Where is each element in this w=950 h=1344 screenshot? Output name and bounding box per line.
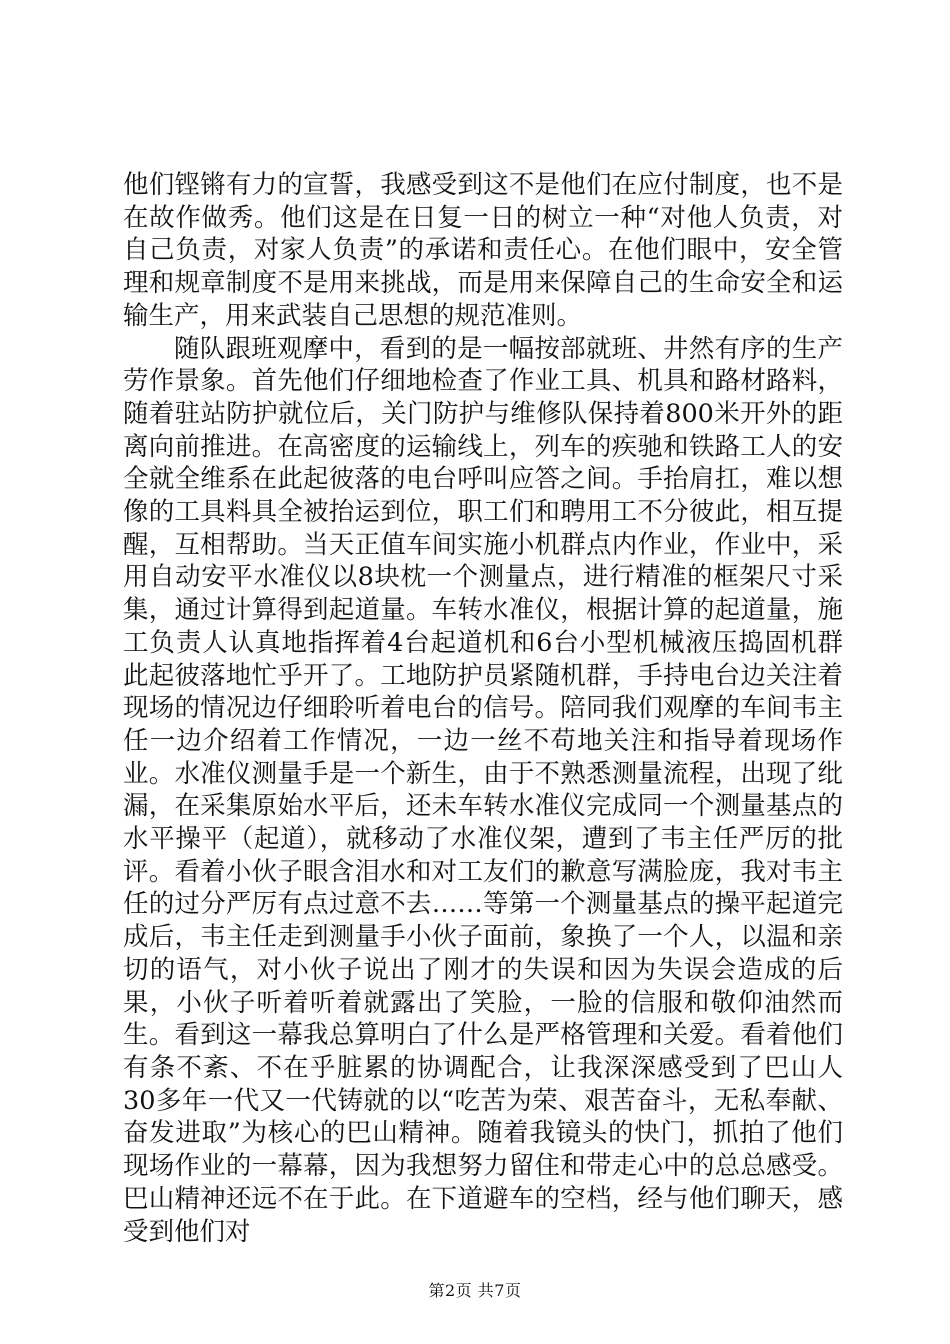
page-footer: 第2页 共7页 [428, 1281, 522, 1300]
paragraph-2: 随队跟班观摩中，看到的是一幅按部就班、井然有序的生产劳作景象。首先他们仔细地检查了作业工具、机具和路材路料，随着驻站防护就位后，关门防护与维修队保持着800米开外的距离向前推进。在高密度的运输线上，列车的疾驰和铁路工人的安全就全维系在此起彼落的电台呼叫应答之间。手抬肩扛，难以想像的工具料具全被抬运到位，职工们和聘用工不分彼此，相互提醒，互相帮助。当天正值车间实施小机群点内作业，作业中，采用自动安平水准仪以8块枕一个测量点，进行精准的框架尺寸采集，通过计算得到起道量。车转水准仪，根据计算的起道量，施工负责人认真地指挥着4台起道机和6台小型机械液压捣固机群此起彼落地忙乎开了。工地防护员紧随机群，手持电台边关注着现场的情况边仔细聆听着电台的信号。陪同我们观摩的车间韦主任一边介绍着工作情况，一边一丝不苟地关注和指导着现场作业。水准仪测量手是一个新生，由于不熟悉测量流程，出现了纰漏，在采集原始水平后，还未车转水准仪完成同一个测量基点的水平操平（起道），就移动了水准仪架，遭到了韦主任严厉的批评。看着小伙子眼含泪水和对工友们的歉意写满脸庞，我对韦主任的过分严厉有点过意不去……等第一个测量基点的操平起道完成后，韦主任走到测量手小伙子面前，象换了一个人，以温和亲切的语气，对小伙子说出了刚才的失误和因为失误会造成的后果，小伙子听着听着就露出了笑脸，一脸的信服和敬仰油然而生。看到这一幕我总算明白了什么是严格管理和关爱。看着他们有条不紊、不在乎脏累的协调配合，让我深深感受到了巴山人30多年一代又一代铸就的以“吃苦为荣、艰苦奋斗，无私奉献、奋发进取”为核心的巴山精神。随着我镜头的快门，抓拍了他们现场作业的一幕幕，因为我想努力留住和带走心中的总总感受。巴山精神还远不在于此。在下道避车的空档，经与他们聊天，感受到他们对 [123, 333, 843, 1247]
body-text [123, 169, 843, 1248]
paragraph-1: 他们铿锵有力的宣誓，我感受到这不是他们在应付制度，也不是在故作做秀。他们这是在日复一日的树立一种“对他人负责，对自己负责，对家人负责”的承诺和责任心。在他们眼中，安全管理和规章制度不是用来挑战，而是用来保障自己的生命安全和运输生产，用来武装自己思想的规范准则。 [123, 170, 843, 331]
